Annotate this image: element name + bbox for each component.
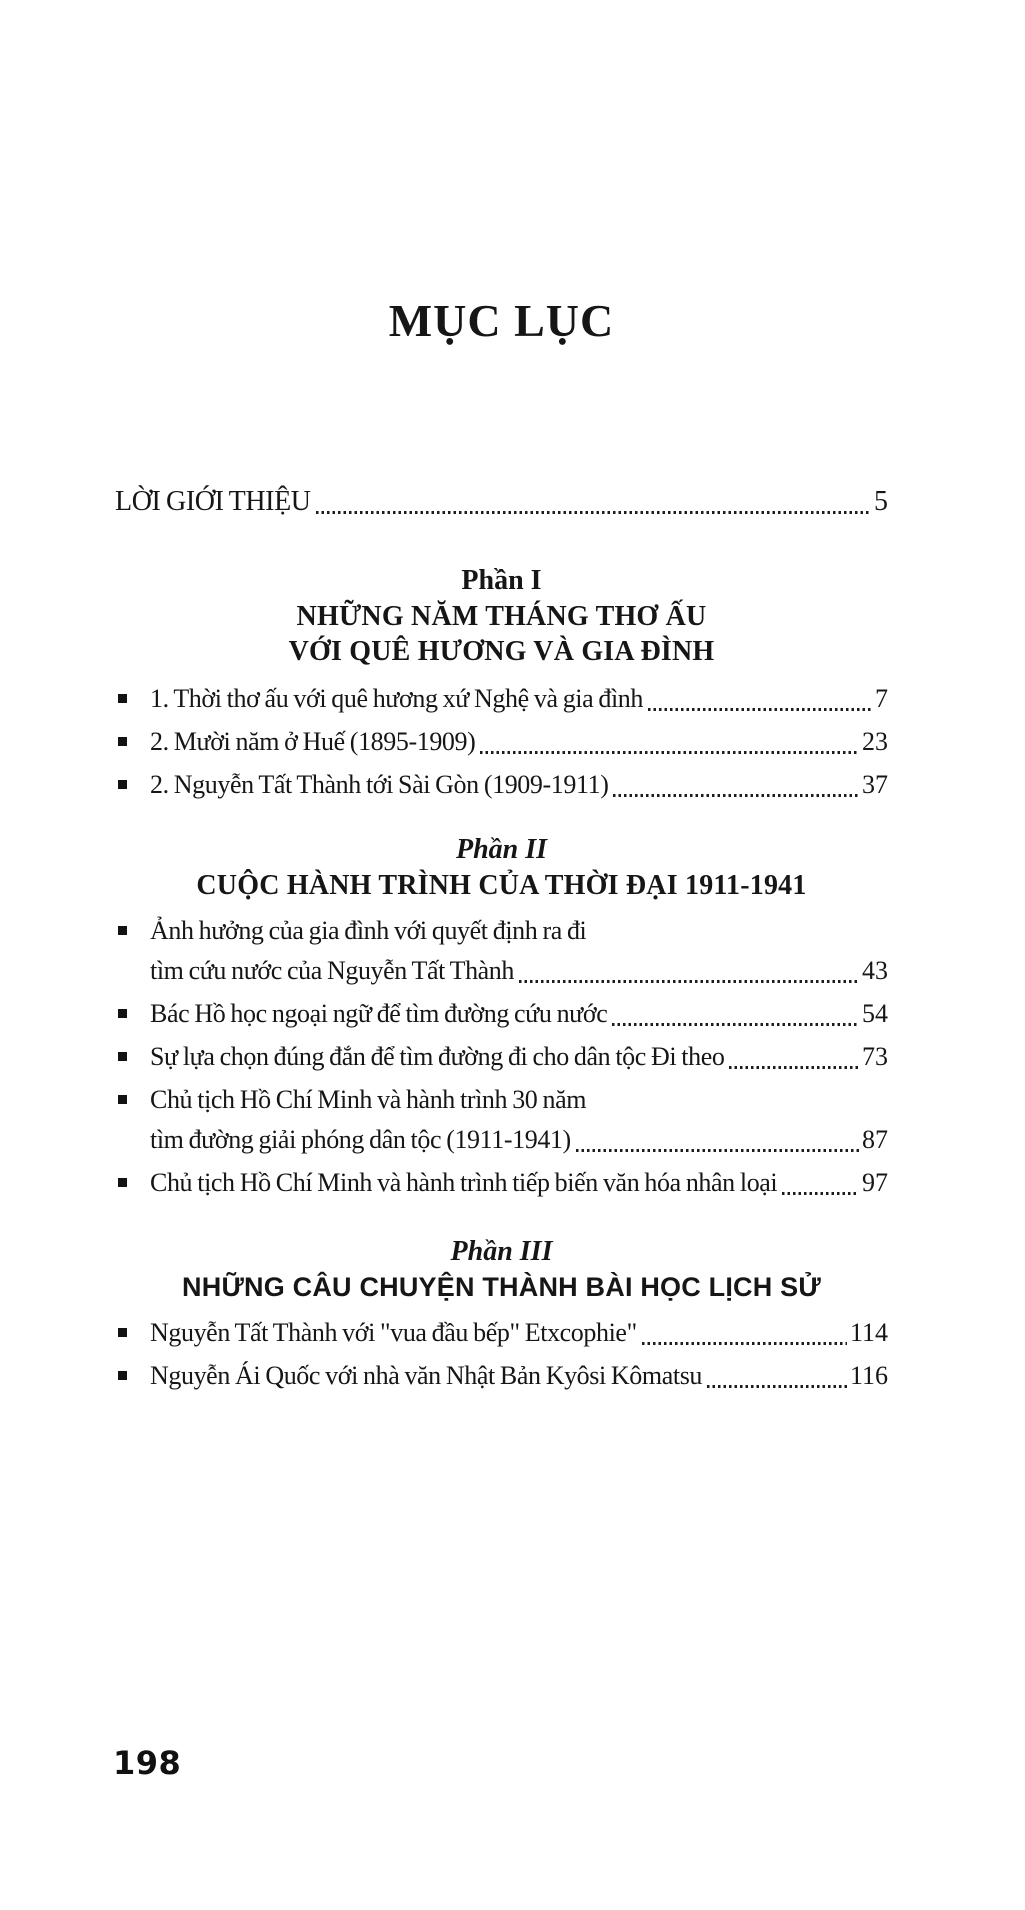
entry-text: LỜI GIỚI THIỆU — [115, 486, 311, 517]
entry-line — [150, 994, 888, 1034]
toc-entry — [115, 1356, 888, 1396]
entry-page-number: 7 — [875, 684, 888, 713]
entry-text: Nguyễn Ái Quốc với nhà văn Nhật Bản Kyôsi Kômatsu — [150, 1361, 703, 1390]
dot-leader — [576, 1149, 859, 1152]
bullet-square-icon — [118, 780, 127, 789]
toc-entry — [115, 1313, 888, 1353]
dot-leader — [480, 751, 859, 754]
dot-leader — [707, 1385, 847, 1388]
part-label: Phần I — [461, 565, 542, 596]
section-heading-line: NHỮNG CÂU CHUYỆN THÀNH BÀI HỌC LỊCH SỬ — [182, 1272, 821, 1302]
toc-entry — [115, 722, 888, 762]
dot-leader — [782, 1192, 859, 1195]
bullet-square-icon — [118, 1178, 127, 1187]
entry-line — [150, 951, 888, 991]
entry-page-number: 5 — [874, 486, 888, 517]
entry-page-number: 73 — [862, 1042, 888, 1071]
entry-text: 2. Nguyễn Tất Thành tới Sài Gòn (1909-1911) — [150, 770, 609, 799]
entry-page-number: 114 — [849, 1318, 888, 1347]
entry-page-number: 116 — [849, 1361, 888, 1390]
entry-body — [150, 911, 888, 991]
toc-entry — [115, 994, 888, 1034]
part-label: Phần III — [450, 1236, 553, 1267]
entry-body — [150, 1313, 888, 1353]
toc-section-part-3 — [115, 1234, 888, 1396]
entry-body — [150, 1037, 888, 1077]
toc-page — [0, 296, 1025, 1910]
toc-section-part-1 — [115, 563, 888, 805]
toc-entry-intro — [115, 482, 888, 522]
dot-leader — [648, 708, 872, 711]
bullet-square-icon — [118, 1009, 127, 1018]
entry-text: Chủ tịch Hồ Chí Minh và hành trình tiếp biến văn hóa nhân loại — [150, 1168, 778, 1197]
entry-text: Sự lựa chọn đúng đắn để tìm đường đi cho dân tộc Đi theo — [150, 1042, 725, 1071]
entry-list — [115, 911, 888, 1203]
entry-body — [150, 765, 888, 805]
entry-line — [150, 1037, 888, 1077]
entry-list — [115, 1313, 888, 1396]
entry-page-number: 87 — [862, 1125, 888, 1154]
bullet-square-icon — [118, 694, 127, 703]
toc-entry — [115, 1163, 888, 1203]
dot-leader — [316, 511, 871, 514]
entry-line — [150, 679, 888, 719]
page-title: MỤC LỤC — [388, 295, 615, 346]
toc-entry — [115, 765, 888, 805]
entry-text: Nguyễn Tất Thành với "vua đầu bếp" Etxcophie" — [150, 1318, 637, 1347]
bullet-square-icon — [118, 1095, 127, 1104]
printed-page-number: 198 — [113, 1744, 182, 1782]
entry-page-number: 43 — [862, 956, 888, 985]
toc-section-part-2 — [115, 832, 888, 1203]
entry-text: tìm cứu nước của Nguyễn Tất Thành — [150, 956, 515, 985]
entry-line — [150, 911, 888, 951]
entry-line — [150, 722, 888, 762]
entry-page-number: 37 — [862, 770, 888, 799]
entry-body — [150, 679, 888, 719]
dot-leader — [613, 794, 859, 797]
entry-line — [150, 1080, 888, 1120]
entry-text: Bác Hồ học ngoại ngữ để tìm đường cứu nước — [150, 999, 608, 1028]
entry-page-number: 97 — [862, 1168, 888, 1197]
entry-line — [150, 1356, 888, 1396]
entry-body — [150, 1356, 888, 1396]
entry-line — [150, 1313, 888, 1353]
bullet-square-icon — [118, 1371, 127, 1380]
entry-list — [115, 679, 888, 805]
entry-line — [150, 765, 888, 805]
toc-entry — [115, 1080, 888, 1160]
toc-entry — [115, 1037, 888, 1077]
entry-page-number: 54 — [862, 999, 888, 1028]
entry-body — [150, 722, 888, 762]
entry-body — [150, 994, 888, 1034]
entry-text: 2. Mười năm ở Huế (1895-1909) — [150, 727, 476, 756]
section-heading-line: NHỮNG NĂM THÁNG THƠ ẤU — [296, 601, 707, 632]
part-label: Phần II — [455, 834, 548, 865]
entry-text: tìm đường giải phóng dân tộc (1911-1941) — [150, 1125, 571, 1154]
entry-body — [150, 1080, 888, 1160]
bullet-square-icon — [118, 926, 127, 935]
toc-entry — [115, 679, 888, 719]
entry-page-number: 23 — [862, 727, 888, 756]
toc-entry — [115, 911, 888, 991]
entry-body — [150, 1163, 888, 1203]
section-heading-line: CUỘC HÀNH TRÌNH CỦA THỜI ĐẠI 1911-1941 — [196, 870, 807, 901]
dot-leader — [612, 1023, 859, 1026]
dot-leader — [519, 980, 859, 983]
dot-leader — [729, 1066, 859, 1069]
entry-text: Chủ tịch Hồ Chí Minh và hành trình 30 năm — [150, 1085, 587, 1114]
entry-text: 1. Thời thơ ấu với quê hương xứ Nghệ và gia đình — [150, 684, 643, 713]
entry-line — [150, 1120, 888, 1160]
dot-leader — [642, 1342, 847, 1345]
bullet-square-icon — [118, 737, 127, 746]
section-heading-line: VỚI QUÊ HƯƠNG VÀ GIA ĐÌNH — [288, 636, 715, 667]
bullet-square-icon — [118, 1328, 127, 1337]
entry-text: Ảnh hưởng của gia đình với quyết định ra đi — [150, 916, 587, 945]
bullet-square-icon — [118, 1052, 127, 1061]
entry-line — [150, 1163, 888, 1203]
